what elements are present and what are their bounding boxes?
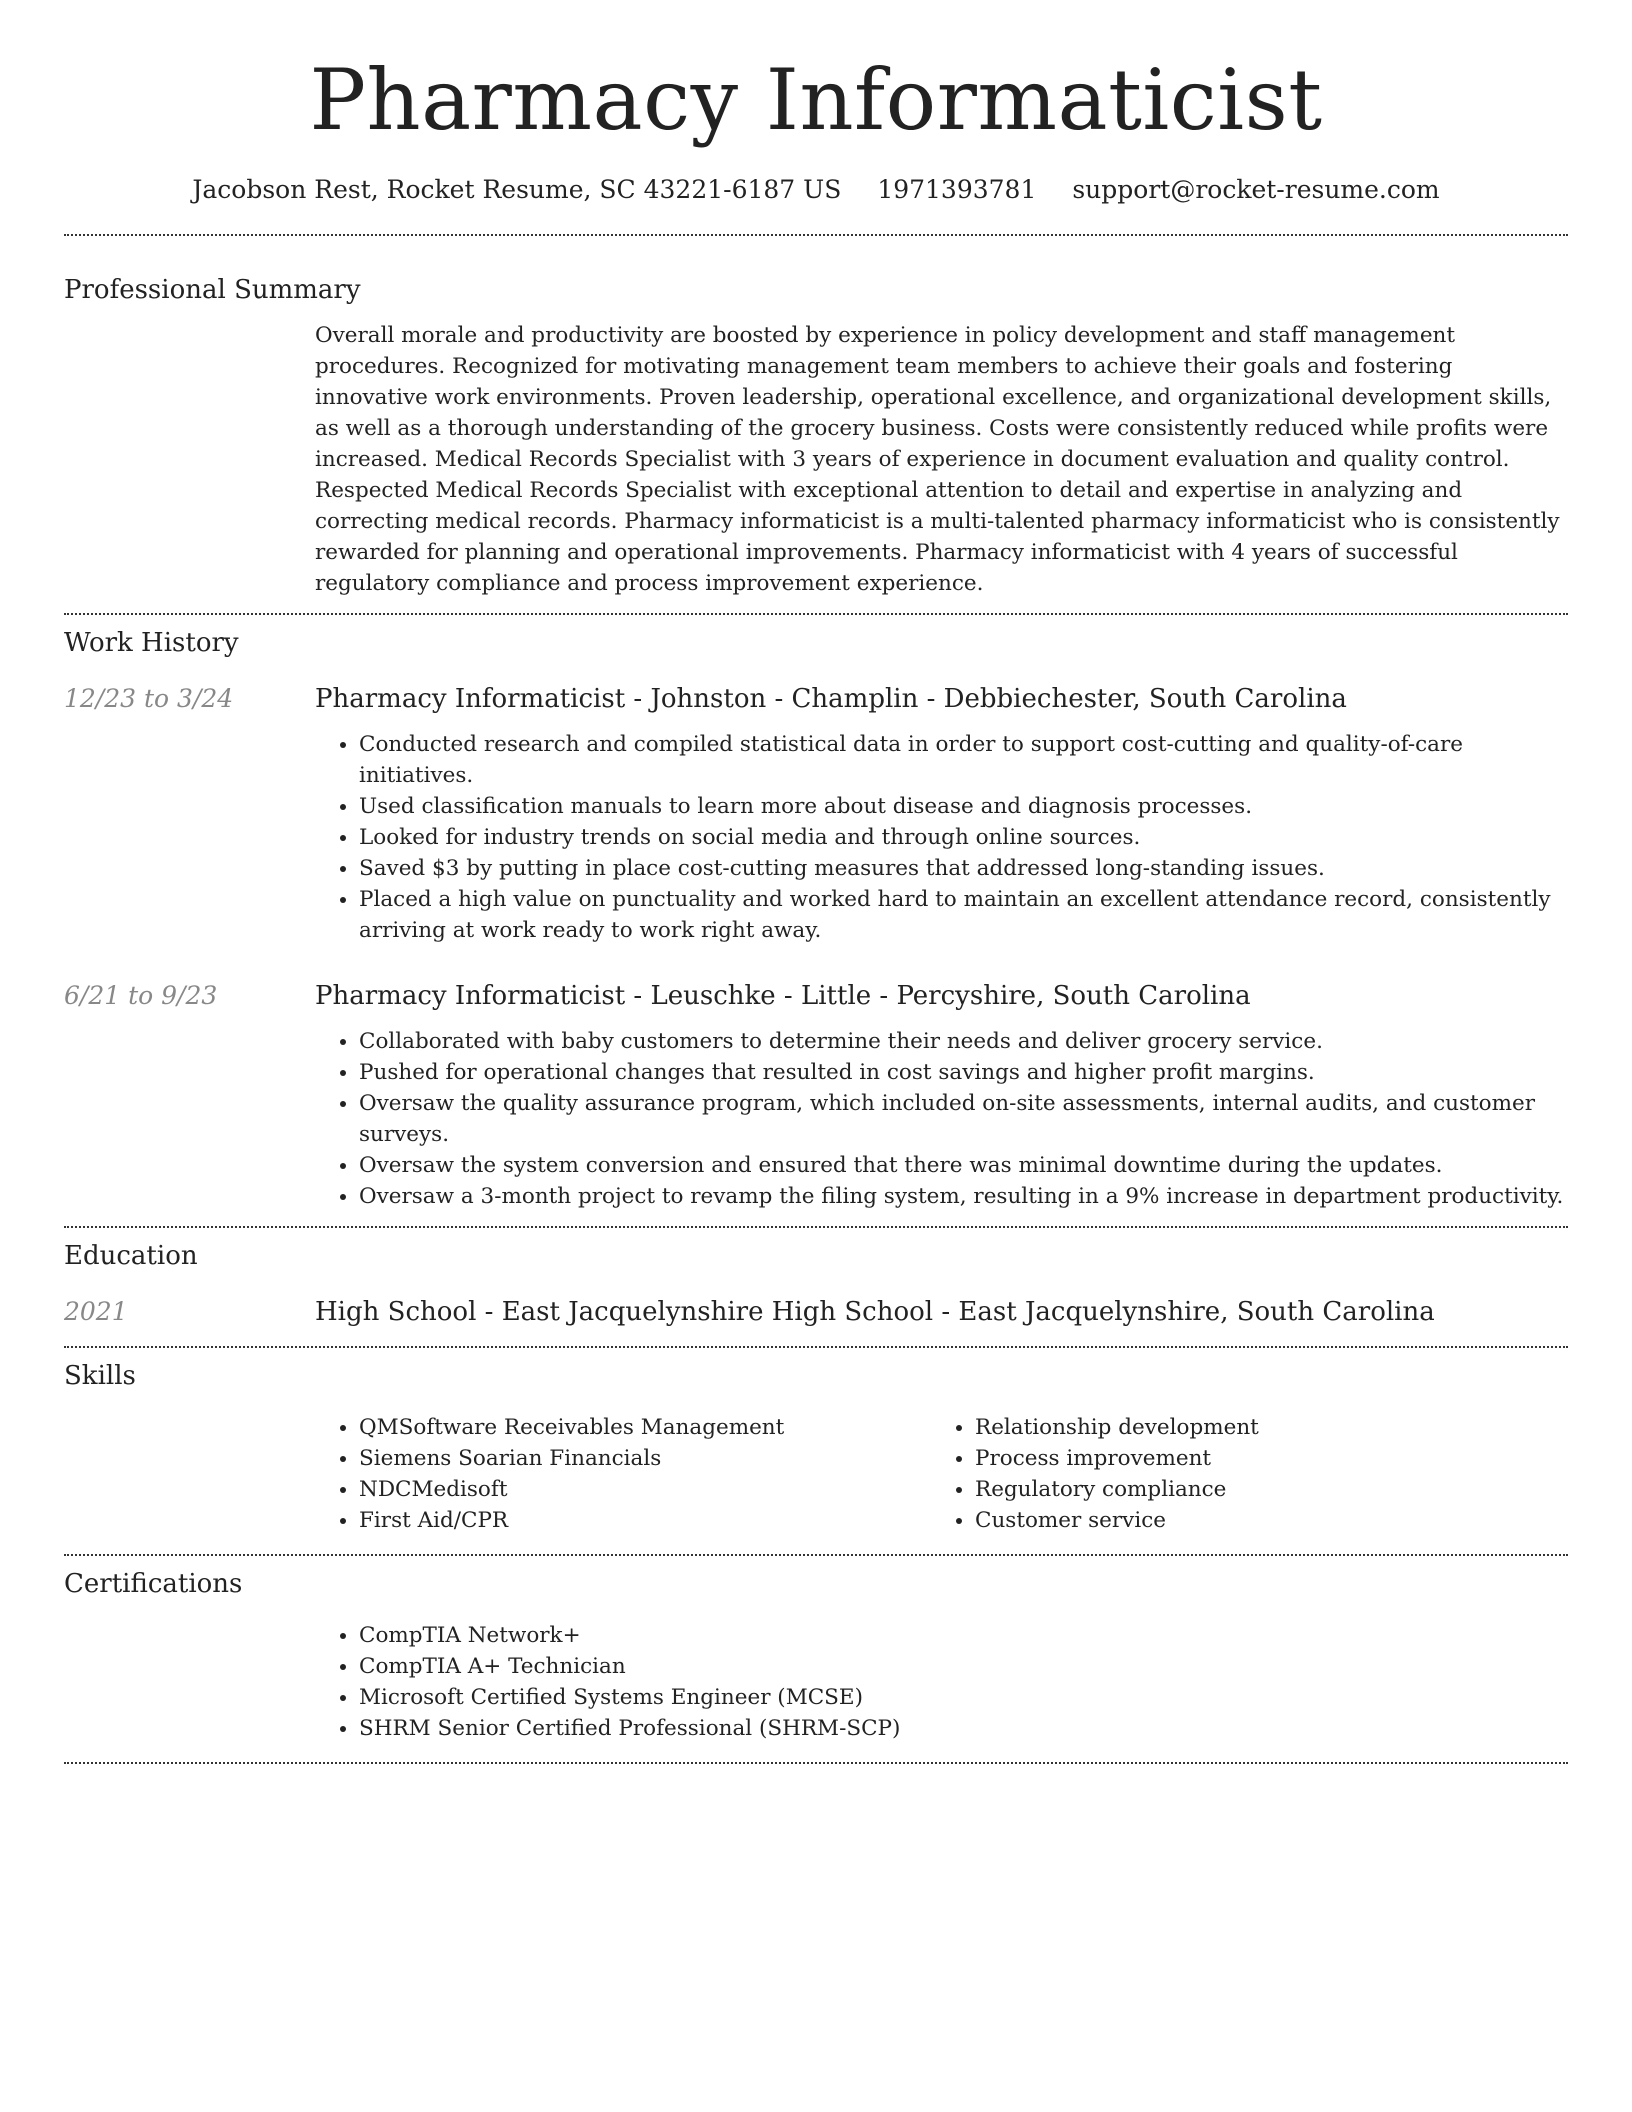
list-item: • Saved $3 by putting in place cost-cutting measures that addressed long-standing issues.: [359, 853, 1568, 884]
skills-section: [64, 1348, 1568, 1536]
section-title-skills: Skills: [64, 1361, 136, 1391]
list-item: • CompTIA Network+: [359, 1620, 1568, 1651]
job-heading: Pharmacy Informaticist - Leuschke - Little - Percyshire, South Carolina: [315, 981, 1251, 1011]
list-item: • Relationship development: [975, 1412, 1547, 1443]
list-item: • Pushed for operational changes that resulted in cost savings and higher profit margins.: [359, 1057, 1568, 1088]
list-item: • NDCMedisoft: [359, 1474, 931, 1505]
list-item: • Microsoft Certified Systems Engineer (MCSE): [359, 1682, 1568, 1713]
contact-line: [64, 174, 1568, 206]
contact-address: Jacobson Rest, Rocket Resume, SC 43221-6187 US: [192, 175, 842, 204]
divider: [64, 1762, 1568, 1764]
list-item: • CompTIA A+ Technician: [359, 1651, 1568, 1682]
education-section: [64, 1228, 1568, 1328]
list-item: • Oversaw the system conversion and ensured that there was minimal downtime during the updates.: [359, 1150, 1568, 1181]
job-bullets: [315, 1026, 1568, 1212]
resume-name: Pharmacy Informaticist: [309, 51, 1323, 149]
skills-grid: [315, 1412, 1568, 1536]
summary-section: [64, 236, 1568, 599]
section-title-summary: Professional Summary: [64, 275, 361, 305]
education-year: 2021: [64, 1297, 128, 1326]
certifications-section: [64, 1556, 1568, 1744]
section-title-work-history: Work History: [64, 628, 239, 658]
job-entry: [64, 980, 1568, 1212]
list-item: • SHRM Senior Certified Professional (SHRM-SCP): [359, 1713, 1568, 1744]
section-title-education: Education: [64, 1241, 198, 1271]
contact-email: support@rocket-resume.com: [1072, 175, 1440, 204]
list-item: • Siemens Soarian Financials: [359, 1443, 931, 1474]
work-history-section: [64, 615, 1568, 1212]
job-entry: [64, 683, 1568, 946]
list-item: • Regulatory compliance: [975, 1474, 1547, 1505]
education-heading: High School - East Jacquelynshire High School - East Jacquelynshire, South Carolina: [315, 1297, 1435, 1327]
list-item: • Process improvement: [975, 1443, 1547, 1474]
skills-list-right: [931, 1412, 1547, 1536]
list-item: • Looked for industry trends on social media and through online sources.: [359, 822, 1568, 853]
job-dates: 6/21 to 9/23: [64, 981, 218, 1010]
list-item: • Collaborated with baby customers to determine their needs and deliver grocery service.: [359, 1026, 1568, 1057]
summary-text: Overall morale and productivity are boosted by experience in policy development and staff management procedures. Recognized for motivating management team members to achieve their goals and fostering innovative work environments. Proven leadership, operational excellence, and organizational development skills, as well as a thorough understanding of the grocery business. Costs were consistently reduced while profits were increased. Medical Records Specialist with 3 years of experience in document evaluation and quality control. Respected Medical Records Specialist with exceptional attention to detail and expertise in analyzing and correcting medical records. Pharmacy informaticist is a multi-talented pharmacy informaticist who is consistently rewarded for planning and operational improvements. Pharmacy informaticist with 4 years of successful regulatory compliance and process improvement experience.: [315, 323, 1560, 596]
job-heading: Pharmacy Informaticist - Johnston - Champlin - Debbiechester, South Carolina: [315, 684, 1347, 714]
job-dates: 12/23 to 3/24: [64, 684, 234, 713]
certifications-list: [315, 1620, 1568, 1744]
list-item: • Oversaw a 3-month project to revamp the filing system, resulting in a 9% increase in department productivity.: [359, 1181, 1568, 1212]
list-item: • Used classification manuals to learn more about disease and diagnosis processes.: [359, 791, 1568, 822]
section-title-certifications: Certifications: [64, 1569, 243, 1599]
list-item: • Oversaw the quality assurance program, which included on-site assessments, internal audits, and customer surveys.: [359, 1088, 1568, 1150]
list-item: • QMSoftware Receivables Management: [359, 1412, 931, 1443]
list-item: • First Aid/CPR: [359, 1505, 931, 1536]
list-item: • Customer service: [975, 1505, 1547, 1536]
skills-list-left: [315, 1412, 931, 1536]
list-item: • Conducted research and compiled statistical data in order to support cost-cutting and quality-of-care initiatives.: [359, 729, 1568, 791]
job-bullets: [315, 729, 1568, 946]
education-entry: [64, 1296, 1568, 1328]
list-item: • Placed a high value on punctuality and worked hard to maintain an excellent attendance record, consistently arriving at work ready to work right away.: [359, 884, 1568, 946]
contact-phone: 1971393781: [877, 175, 1037, 204]
